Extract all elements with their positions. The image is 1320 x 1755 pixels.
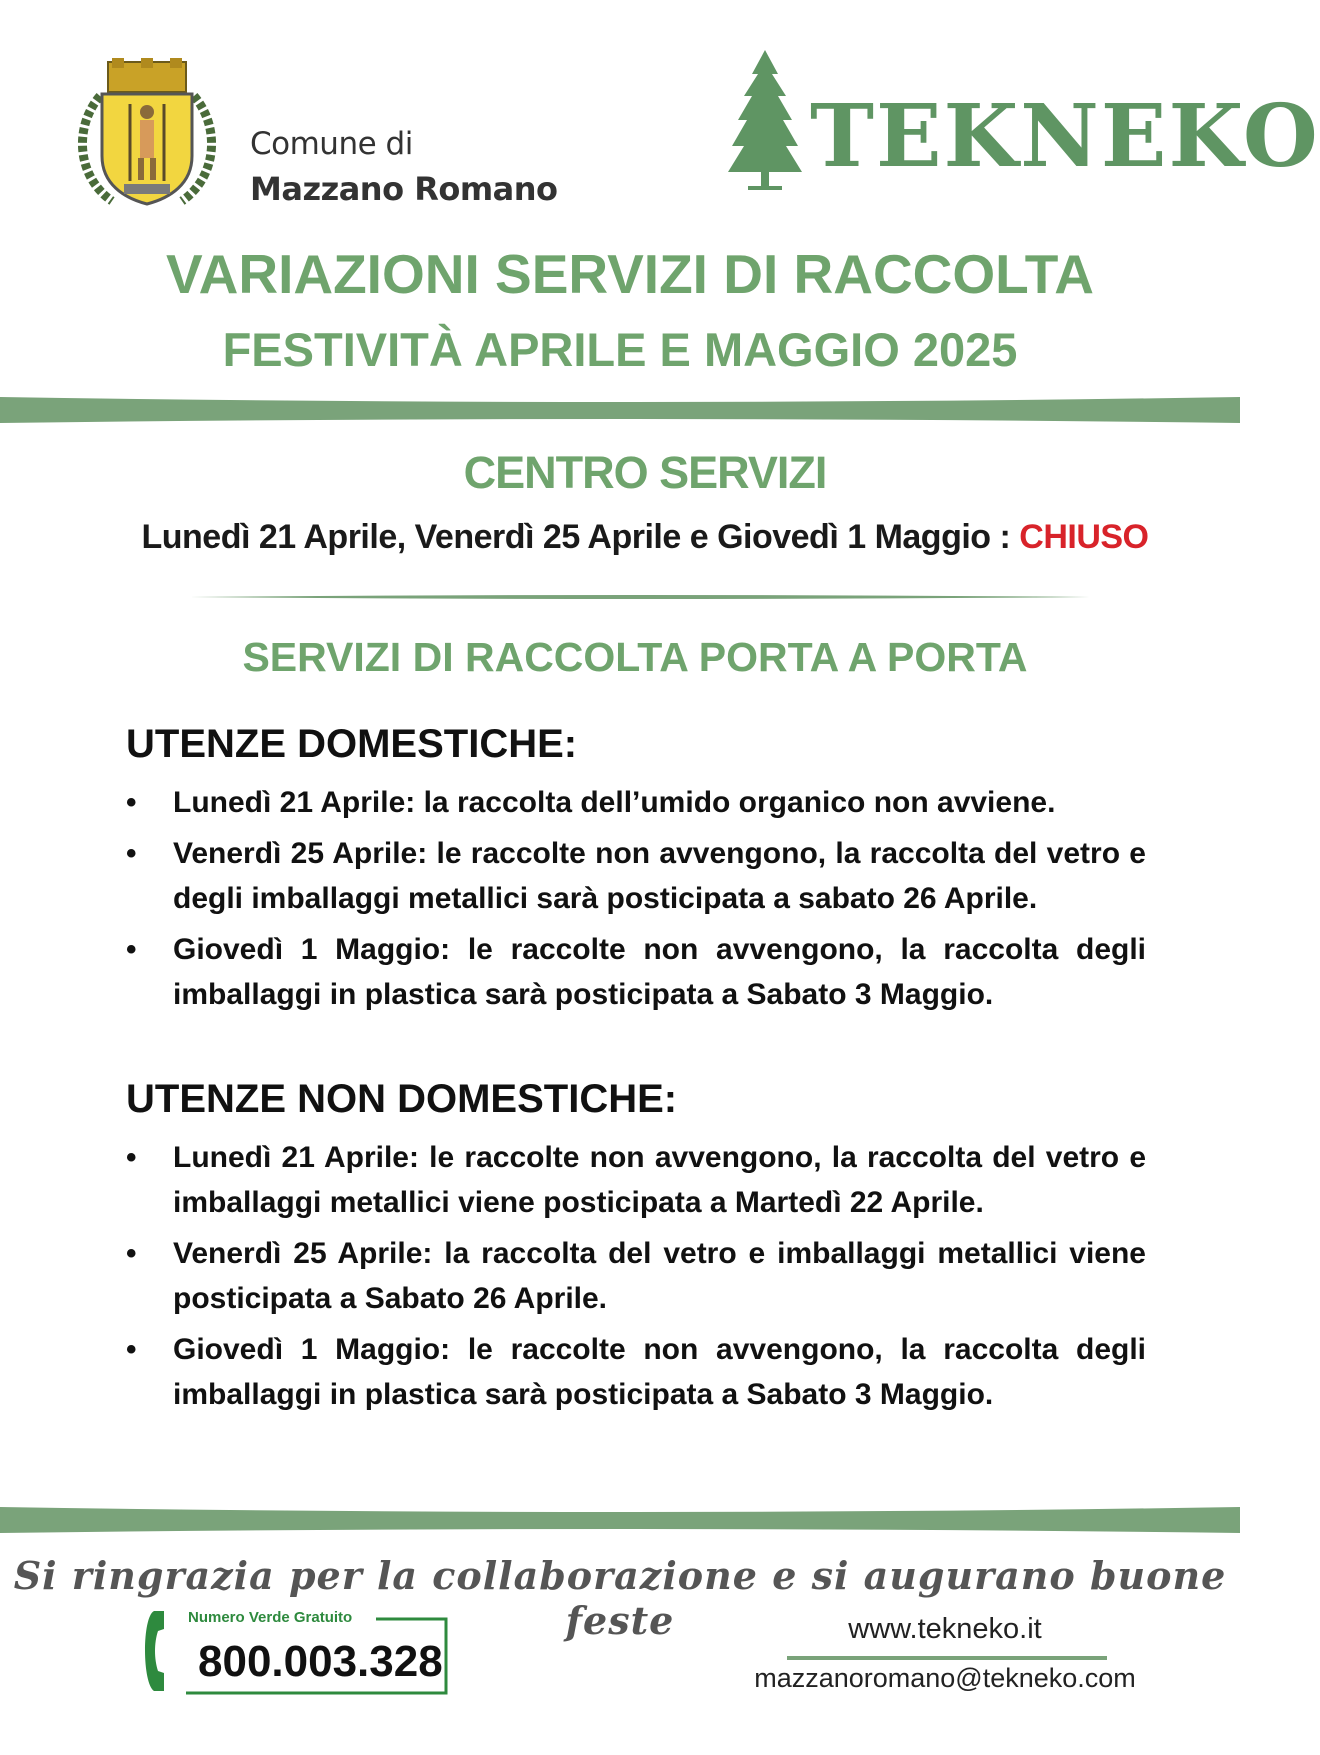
bullet: • bbox=[126, 1333, 137, 1366]
phone-number[interactable]: 800.003.328 bbox=[198, 1637, 443, 1686]
list-item: • Venerdì 25 Aprile: le raccolte non avvengono, la raccolta del vetro e degli imballaggi metallici sarà posticipata a sabato 26 Aprile. bbox=[126, 831, 1146, 921]
bullet: • bbox=[126, 786, 137, 819]
brand-logo-text: TEKNEKO bbox=[810, 86, 1320, 187]
pine-tree-icon bbox=[728, 50, 802, 192]
toll-free-label: Numero Verde Gratuito bbox=[188, 1609, 353, 1626]
coat-of-arms-icon bbox=[72, 56, 222, 208]
closed-status: CHIUSO bbox=[1019, 518, 1149, 556]
domestiche-list bbox=[126, 780, 1146, 1023]
centro-servizi-closure bbox=[0, 518, 1290, 557]
bullet: • bbox=[126, 933, 137, 966]
top-divider-bar bbox=[0, 395, 1240, 425]
thin-divider bbox=[190, 592, 1090, 602]
website-link[interactable]: www.tekneko.it bbox=[848, 1613, 1042, 1645]
closure-dates: Lunedì 21 Aprile, Venerdì 25 Aprile e Giovedì 1 Maggio : bbox=[141, 518, 1020, 556]
non-domestiche-list bbox=[126, 1135, 1146, 1423]
bottom-divider-bar bbox=[0, 1505, 1240, 1535]
page-subtitle: FESTIVITÀ APRILE E MAGGIO 2025 bbox=[222, 323, 1018, 376]
bullet: • bbox=[126, 1141, 137, 1174]
non-domestiche-heading: UTENZE NON DOMESTICHE: bbox=[126, 1077, 678, 1121]
list-item: • Venerdì 25 Aprile: la raccolta del vetro e imballaggi metallici viene posticipata a Sabato 26 Aprile. bbox=[126, 1231, 1146, 1321]
centro-servizi-title: CENTRO SERVIZI bbox=[463, 447, 827, 498]
bullet: • bbox=[126, 1237, 137, 1270]
list-item: • Lunedì 21 Aprile: la raccolta dell’umido organico non avviene. bbox=[126, 780, 1146, 825]
list-item: • Lunedì 21 Aprile: le raccolte non avvengono, la raccolta del vetro e imballaggi metallici viene posticipata a Martedì 22 Aprile. bbox=[126, 1135, 1146, 1225]
domestiche-heading: UTENZE DOMESTICHE: bbox=[126, 722, 578, 766]
porta-a-porta-title: SERVIZI DI RACCOLTA PORTA A PORTA bbox=[242, 634, 1028, 680]
contact-divider bbox=[787, 1656, 1107, 1660]
thanks-message: Si ringrazia per la collaborazione e si augurano buone feste bbox=[13, 1553, 1227, 1643]
bullet: • bbox=[126, 837, 137, 870]
email-link[interactable]: mazzanoromano@tekneko.com bbox=[754, 1663, 1136, 1693]
comune-name: Mazzano Romano bbox=[250, 170, 558, 208]
page-title: VARIAZIONI SERVIZI DI RACCOLTA bbox=[166, 243, 1094, 305]
comune-label: Comune di bbox=[250, 126, 413, 162]
list-item: • Giovedì 1 Maggio: le raccolte non avvengono, la raccolta degli imballaggi in plastica sarà posticipata a Sabato 3 Maggio. bbox=[126, 1327, 1146, 1417]
list-item: • Giovedì 1 Maggio: le raccolte non avvengono, la raccolta degli imballaggi in plastica sarà posticipata a Sabato 3 Maggio. bbox=[126, 927, 1146, 1017]
